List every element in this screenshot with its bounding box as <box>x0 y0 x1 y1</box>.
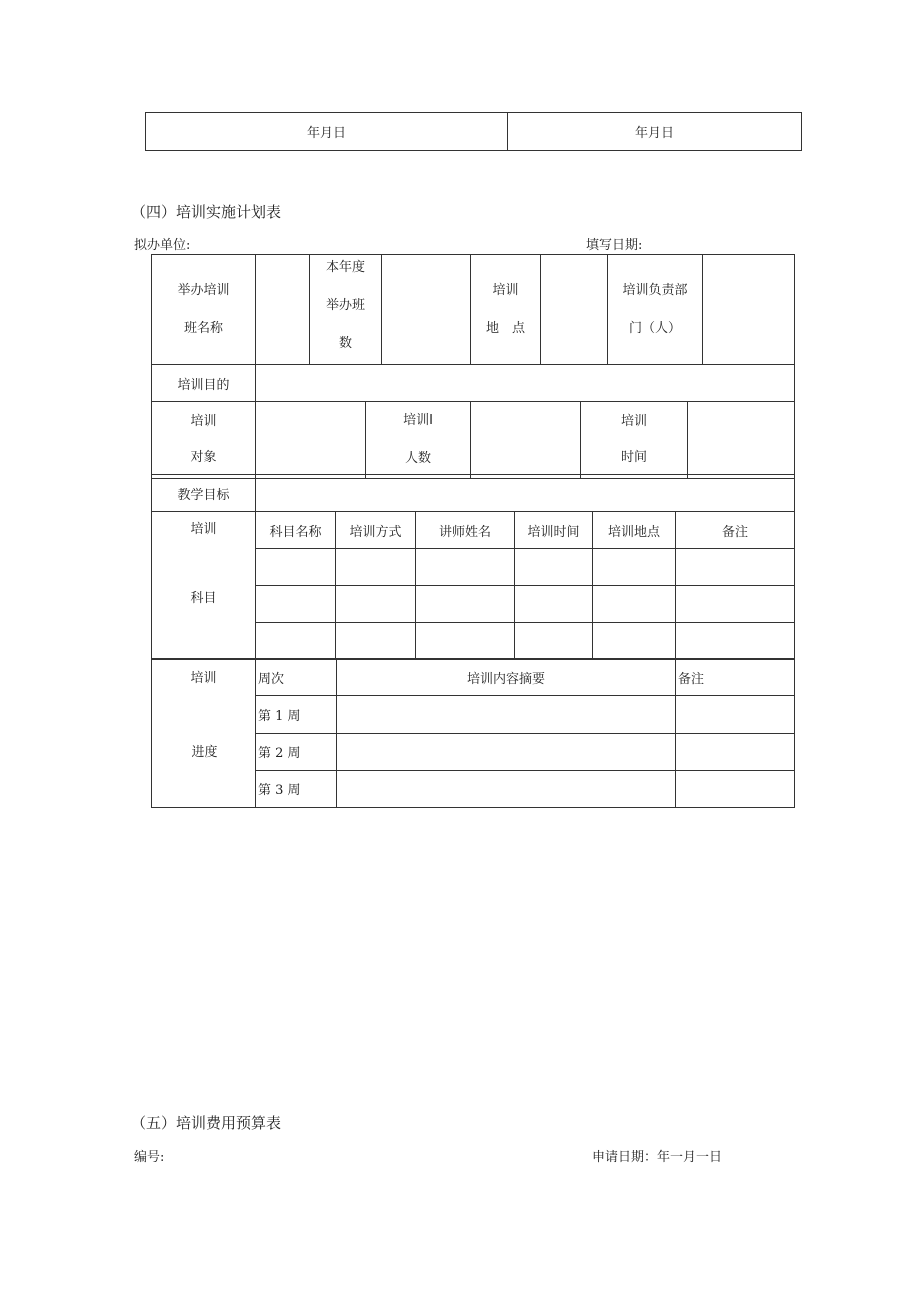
subject-cell[interactable] <box>515 623 593 660</box>
section4-title: （四）培训实施计划表 <box>131 203 282 221</box>
subject-cell[interactable] <box>336 549 416 586</box>
section5-title: （五）培训费用预算表 <box>131 1114 282 1132</box>
annual-count-label <box>310 255 382 365</box>
week-2-note[interactable] <box>676 733 795 770</box>
header-subject-name: 科目名称 <box>256 512 336 549</box>
count-line2: 人数 <box>404 451 431 466</box>
progress-line1: 培训 <box>190 671 217 686</box>
header-method: 培训方式 <box>336 512 416 549</box>
fill-date-label: 填写日期: <box>586 238 643 253</box>
subjects-line2: 科目 <box>190 591 217 606</box>
subject-cell[interactable] <box>676 586 795 623</box>
time-value[interactable] <box>688 402 795 479</box>
annual-count-value[interactable] <box>382 255 471 365</box>
progress-table <box>151 658 795 808</box>
right-date-cell[interactable] <box>508 113 802 151</box>
purpose-value[interactable] <box>256 365 795 402</box>
subjects-table <box>151 511 795 660</box>
count-line1: 培训Ⅰ <box>403 413 433 428</box>
week-3-note[interactable] <box>676 770 795 807</box>
week-1: 第 1 周 <box>256 696 337 733</box>
place-value[interactable] <box>541 255 608 365</box>
progress-label <box>152 659 256 808</box>
subject-cell[interactable] <box>593 623 676 660</box>
plan-row-3 <box>151 401 795 479</box>
subject-cell[interactable] <box>515 586 593 623</box>
target-line1: 培训 <box>190 414 217 429</box>
subject-cell[interactable] <box>593 586 676 623</box>
week-3: 第 3 周 <box>256 770 337 807</box>
time-line1: 培训 <box>620 414 647 429</box>
left-date-cell[interactable] <box>146 113 508 151</box>
plan-row-goal <box>151 474 795 512</box>
plan-row-purpose <box>151 364 795 402</box>
content-header: 培训内容摘要 <box>337 659 676 696</box>
time-line2: 时间 <box>620 450 647 465</box>
subject-cell[interactable] <box>416 586 515 623</box>
week-2: 第 2 周 <box>256 733 337 770</box>
number-label: 编号: <box>134 1150 165 1165</box>
target-line2: 对象 <box>190 450 217 465</box>
teaching-goal-label: 教学目标 <box>152 475 256 512</box>
top-date-table <box>145 112 802 151</box>
annual-line1: 本年度 <box>325 259 365 275</box>
target-value[interactable] <box>256 402 366 479</box>
class-name-value[interactable] <box>256 255 310 365</box>
subject-cell[interactable] <box>676 549 795 586</box>
subject-cell[interactable] <box>416 549 515 586</box>
subject-cell[interactable] <box>593 549 676 586</box>
subject-cell[interactable] <box>256 623 336 660</box>
organizer-label: 拟办单位: <box>134 238 191 253</box>
apply-date-label: 申请日期：年一月一日 <box>592 1150 723 1165</box>
subject-cell[interactable] <box>256 586 336 623</box>
dept-value[interactable] <box>703 255 795 365</box>
header-time: 培训时间 <box>515 512 593 549</box>
subject-cell[interactable] <box>336 586 416 623</box>
class-name-line2: 班名称 <box>183 320 223 336</box>
dept-label <box>608 255 703 365</box>
plan-row-1 <box>151 254 795 365</box>
week-header: 周次 <box>256 659 337 696</box>
left-date-text: 年月日 <box>306 126 346 141</box>
class-name-label <box>152 255 256 365</box>
place-line1: 培训 <box>492 282 519 298</box>
count-value[interactable] <box>471 402 581 479</box>
subject-cell[interactable] <box>256 549 336 586</box>
teaching-goal-value[interactable] <box>256 475 795 512</box>
subjects-line1: 培训 <box>190 522 217 537</box>
subject-cell[interactable] <box>336 623 416 660</box>
subjects-label <box>152 512 256 660</box>
annual-line3: 数 <box>338 335 352 351</box>
annual-line2: 举办班 <box>325 297 365 313</box>
time-label <box>581 402 688 479</box>
class-name-line1: 举办培训 <box>177 282 230 298</box>
header-instructor: 讲师姓名 <box>416 512 515 549</box>
subject-cell[interactable] <box>416 623 515 660</box>
progress-line2: 进度 <box>191 745 218 760</box>
place-label <box>471 255 541 365</box>
subject-cell[interactable] <box>676 623 795 660</box>
dept-line1: 培训负责部 <box>622 282 688 298</box>
header-location: 培训地点 <box>593 512 676 549</box>
week-1-content[interactable] <box>337 696 676 733</box>
place-line2: 地 点 <box>485 320 525 336</box>
week-2-content[interactable] <box>337 733 676 770</box>
count-label <box>366 402 471 479</box>
dept-line2: 门（人） <box>628 320 681 336</box>
week-3-content[interactable] <box>337 770 676 807</box>
progress-note-header: 备注 <box>676 659 795 696</box>
purpose-label: 培训目的 <box>152 365 256 402</box>
header-note: 备注 <box>676 512 795 549</box>
week-1-note[interactable] <box>676 696 795 733</box>
subject-cell[interactable] <box>515 549 593 586</box>
right-date-text: 年月日 <box>634 126 674 141</box>
target-label <box>152 402 256 479</box>
